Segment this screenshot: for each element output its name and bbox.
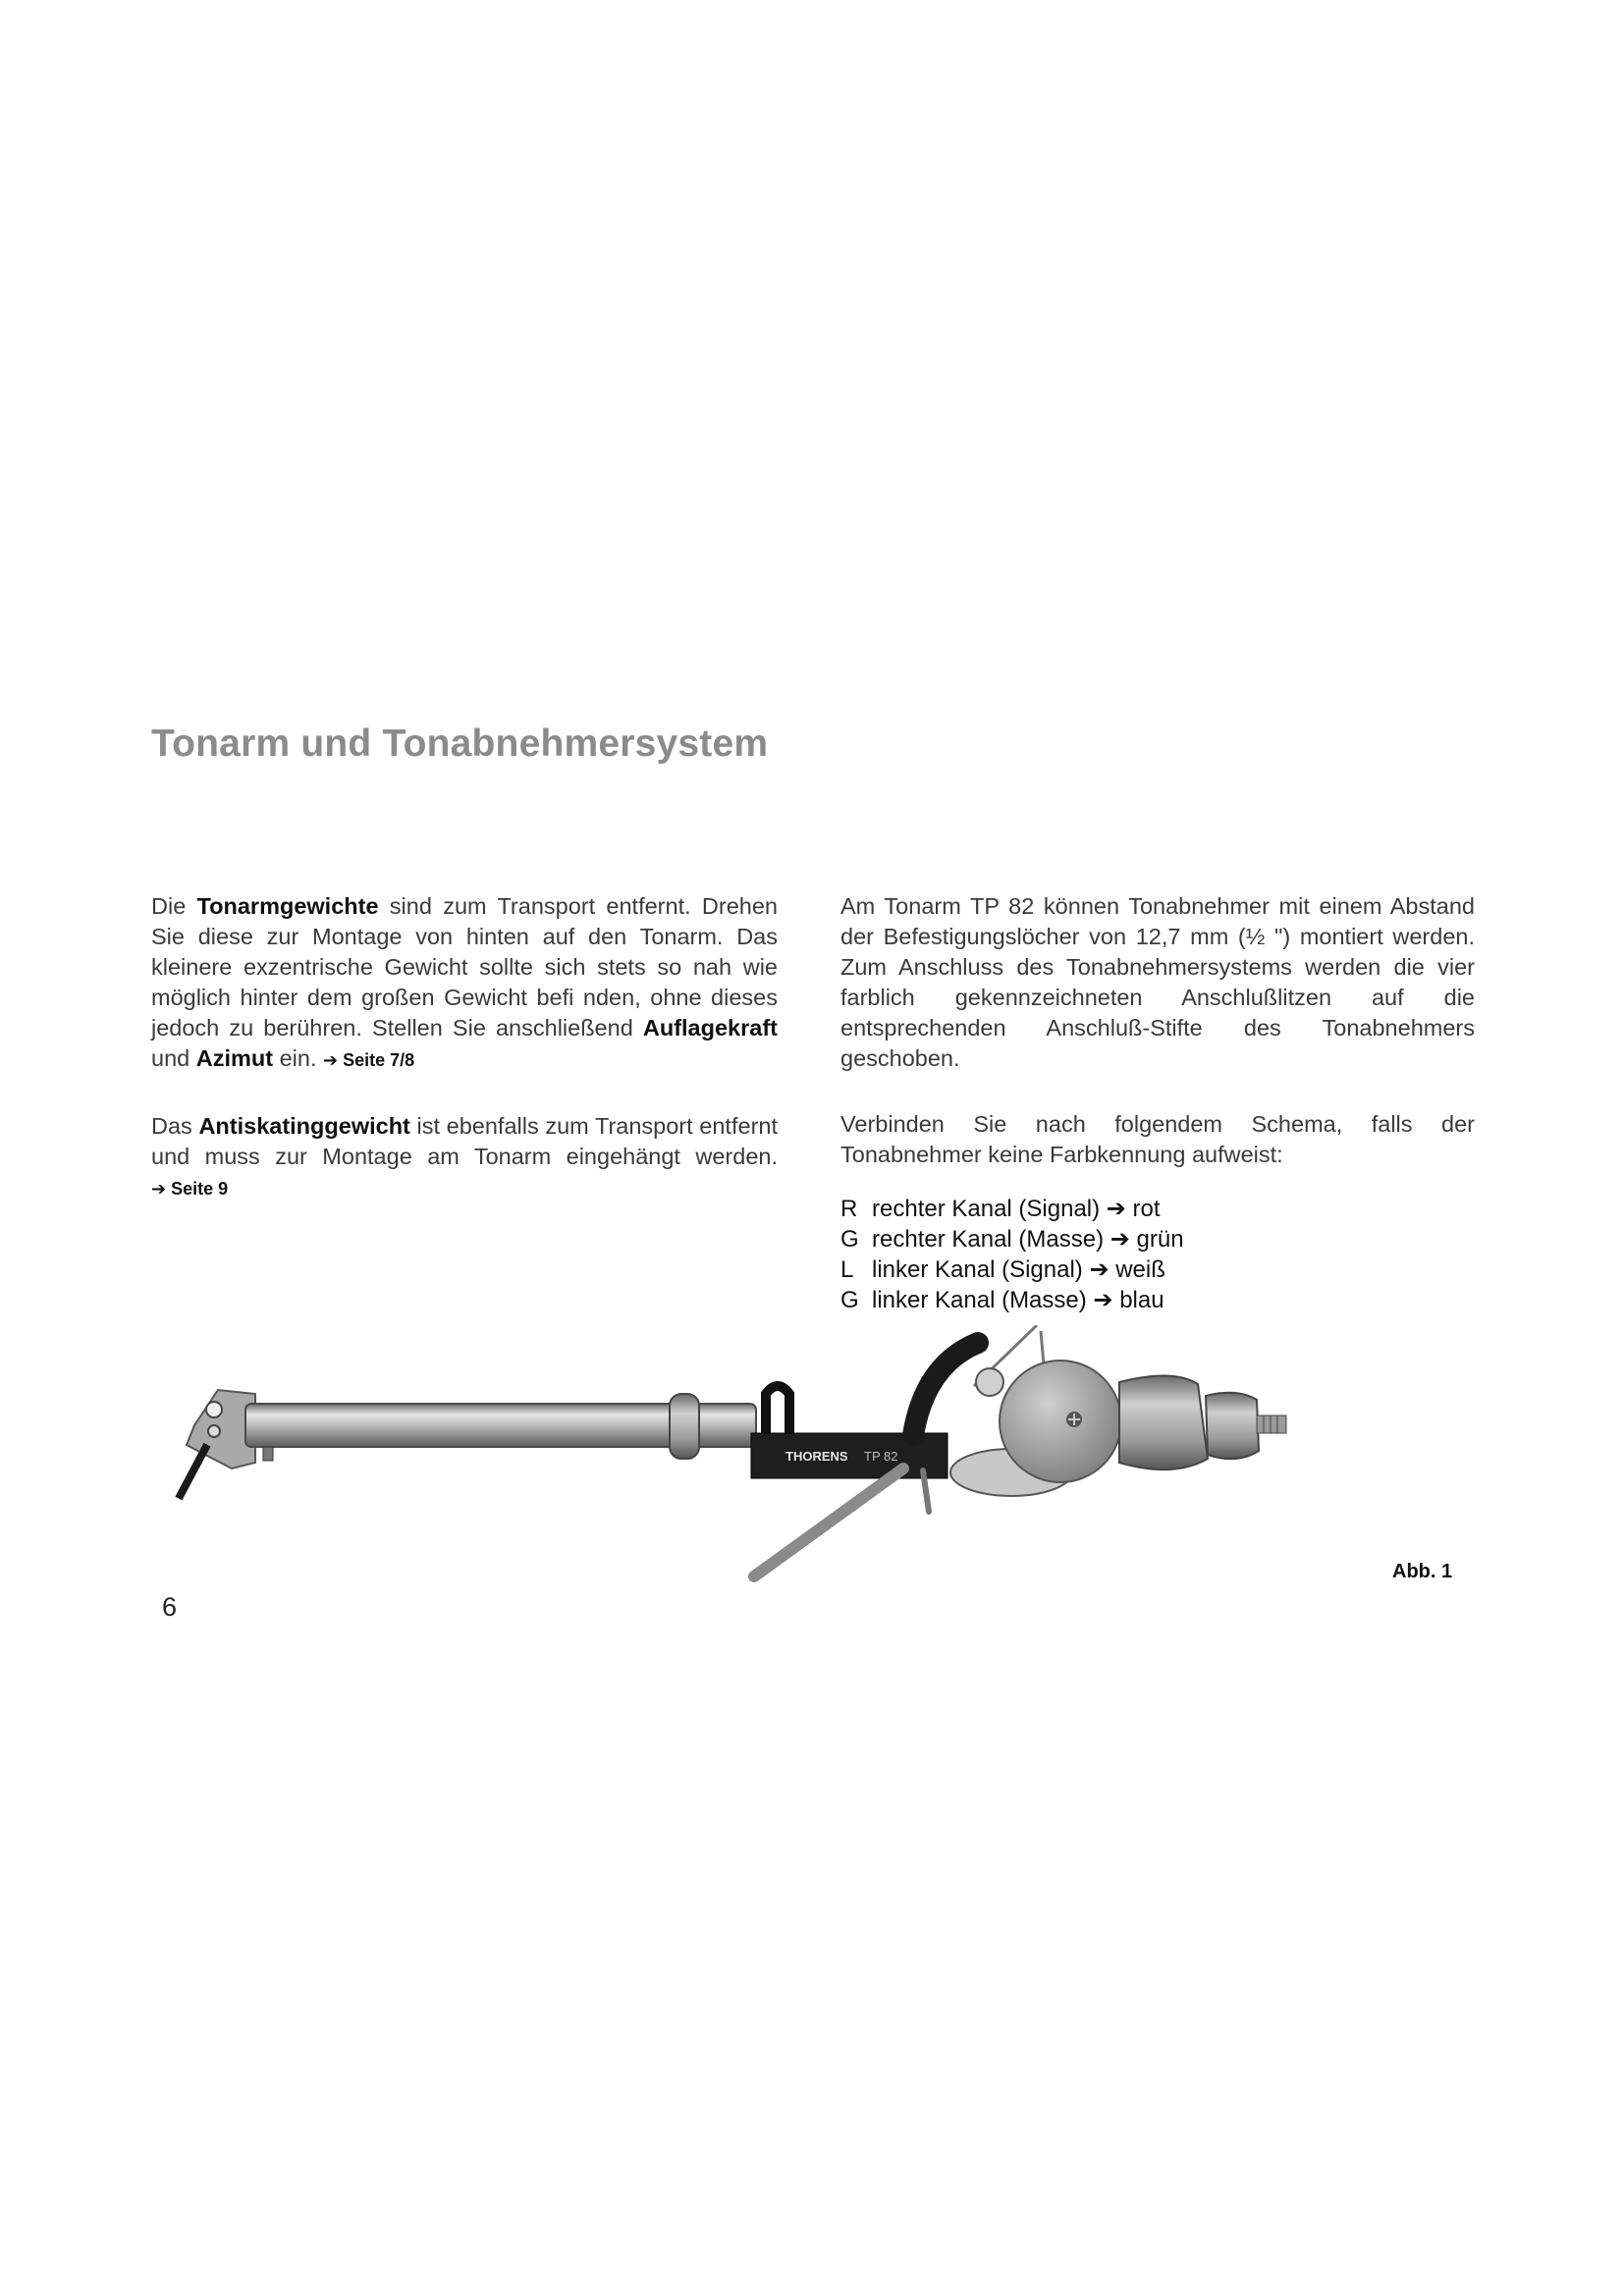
page-reference-link[interactable]: ➔ Seite 7/8: [323, 1050, 415, 1070]
paragraph-tonearm-weights: [151, 891, 778, 1076]
list-item: [840, 1255, 1475, 1285]
arm-collar: [670, 1394, 699, 1459]
pivot-disc: [1000, 1361, 1121, 1482]
text: und: [151, 1045, 196, 1071]
right-column: [840, 891, 1475, 1315]
list-item: [840, 1194, 1475, 1224]
model-label: TP 82: [864, 1449, 898, 1464]
page-title: Tonarm und Tonabnehmersystem: [151, 722, 769, 765]
pin-code: G: [840, 1226, 859, 1253]
paragraph-cartridge-mounting: Am Tonarm TP 82 können Tonabnehmer mit einem Abstand der Befestigungslöcher von 12,7 mm (½ ") montiert werden. Zum Anschluss des Tonabnehmersystems werden die vier farblich gekennzeichneten Anschlußlitzen auf die entsprechenden Anschluß-Stifte des Tonabnehmers geschoben.: [840, 893, 1475, 1071]
threaded-stub: [1257, 1415, 1286, 1433]
wiring-scheme-list: [840, 1194, 1475, 1315]
brand-label: THORENS: [785, 1449, 848, 1464]
pin-code: L: [840, 1256, 854, 1283]
counterweight-large[interactable]: [1119, 1375, 1208, 1469]
pin-code: G: [840, 1287, 859, 1313]
term-antiskatinggewicht: Antiskatinggewicht: [198, 1113, 410, 1139]
text: sind zum Transport entfernt. Drehen Sie diese zur Montage von hinten auf den Tonarm. Das kleinere exzentrische Gewicht sollte sich stets so nah wie möglich hinter dem großen Gewicht befi nden, ohne dieses jedoch zu berühren. Stellen Sie anschließend: [151, 893, 778, 1041]
pin-description: rechter Kanal (Masse) ➔ grün: [872, 1226, 1184, 1253]
left-column: [151, 891, 778, 1240]
text: Das: [151, 1113, 199, 1139]
paragraph-wiring-intro: Verbinden Sie nach folgendem Schema, falls der Tonabnehmer keine Farbkennung aufweist:: [840, 1111, 1475, 1167]
pin-description: linker Kanal (Masse) ➔ blau: [872, 1287, 1164, 1313]
page-number: 6: [162, 1592, 178, 1622]
antiskating-weight: [976, 1368, 1003, 1396]
page-reference-link[interactable]: ➔ Seite 9: [151, 1179, 229, 1199]
text: ist ebenfalls zum Transport entfernt und muss zur Montage am Tonarm eingehängt werden.: [151, 1113, 778, 1169]
tonearm-illustration: [147, 1325, 1502, 1649]
text: Die: [151, 893, 197, 919]
counterweight-small[interactable]: [1206, 1393, 1259, 1459]
term-azimut: Azimut: [195, 1045, 274, 1071]
lift-lever[interactable]: [754, 1468, 903, 1576]
list-item: [840, 1224, 1475, 1255]
pin-code: R: [840, 1196, 858, 1222]
term-tonarmgewichte: Tonarmgewichte: [196, 893, 379, 919]
list-item: [840, 1285, 1475, 1315]
pin-description: rechter Kanal (Signal) ➔ rot: [872, 1196, 1161, 1222]
term-auflagekraft: Auflagekraft: [642, 1015, 778, 1041]
text: ein.: [273, 1045, 324, 1071]
pin-description: linker Kanal (Signal) ➔ weiß: [872, 1256, 1165, 1283]
figure-caption: Abb. 1: [1392, 1561, 1453, 1582]
paragraph-antiskating: [151, 1111, 778, 1204]
antiskating-arc: [913, 1343, 978, 1435]
